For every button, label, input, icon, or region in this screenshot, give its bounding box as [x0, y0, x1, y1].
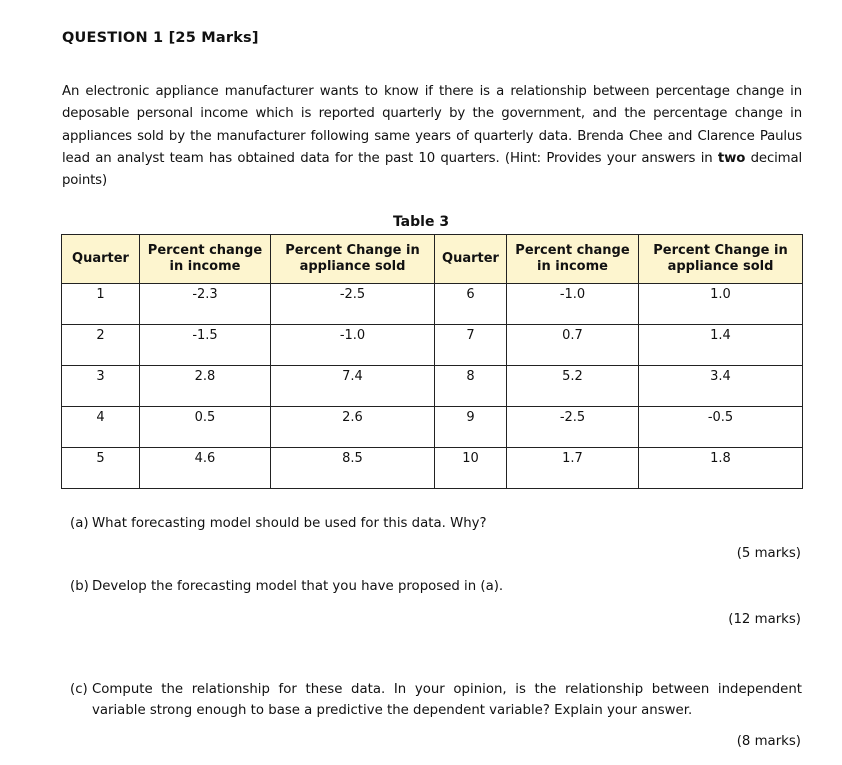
question-a-label: (a) — [70, 516, 89, 531]
table-caption: Table 3 — [392, 214, 450, 230]
table-cell: 1 — [62, 284, 140, 325]
table-cell: 7.4 — [271, 366, 435, 407]
table-cell: 8.5 — [271, 448, 435, 489]
table-cell: 7 — [435, 325, 507, 366]
question-c-marks: (8 marks) — [736, 734, 801, 749]
table-row — [62, 448, 803, 489]
question-a-text: What forecasting model should be used for this data. Why? — [92, 516, 487, 531]
table-cell: -2.5 — [271, 284, 435, 325]
table-cell: 4 — [62, 407, 140, 448]
header-quarter: Quarter — [62, 235, 140, 284]
question-b-marks: (12 marks) — [728, 612, 801, 627]
question-a — [70, 516, 487, 531]
table-cell: 1.4 — [639, 325, 803, 366]
intro-text: An electronic appliance manufacturer wants to know if there is a relationship between percentage change in deposable personal income which is reported quarterly by the government, and the percentage change in appliances sold by the manufacturer following same years of quarterly data. Brenda Chee and Clarence Paulus lead an analyst team has obtained data for the past 10 quarters. (Hint: Provides your answers in — [62, 84, 802, 166]
question-c-text: Compute the relationship for these data. In your opinion, is the relationship between independent variable strong enough to base a predictive the dependent variable? Explain your answer. — [92, 682, 802, 718]
table-cell: -1.0 — [271, 325, 435, 366]
table-cell: 5 — [62, 448, 140, 489]
table-cell: 1.7 — [507, 448, 639, 489]
table-cell: 8 — [435, 366, 507, 407]
table-cell: 4.6 — [140, 448, 271, 489]
intro-bold-word: two — [717, 150, 746, 166]
table-cell: -2.3 — [140, 284, 271, 325]
header-appliance: Percent Change in appliance sold — [639, 235, 803, 284]
table-header-row — [62, 235, 803, 284]
question-a-marks: (5 marks) — [736, 546, 801, 561]
table-cell: 2.8 — [140, 366, 271, 407]
table-cell: 6 — [435, 284, 507, 325]
table-cell: -2.5 — [507, 407, 639, 448]
header-quarter: Quarter — [435, 235, 507, 284]
header-appliance: Percent Change in appliance sold — [271, 235, 435, 284]
table-cell: 1.0 — [639, 284, 803, 325]
table-cell: -1.0 — [507, 284, 639, 325]
question-b-label: (b) — [70, 579, 89, 594]
question-c — [70, 679, 802, 721]
table-row — [62, 284, 803, 325]
table-cell: 5.2 — [507, 366, 639, 407]
table-cell: 1.8 — [639, 448, 803, 489]
question-c-label: (c) — [70, 682, 88, 697]
table-cell: -1.5 — [140, 325, 271, 366]
table-cell: -0.5 — [639, 407, 803, 448]
table-cell: 2.6 — [271, 407, 435, 448]
question-heading: QUESTION 1 [25 Marks] — [62, 30, 259, 46]
header-income: Percent change in income — [140, 235, 271, 284]
table-cell: 3 — [62, 366, 140, 407]
table-row — [62, 407, 803, 448]
table-cell: 2 — [62, 325, 140, 366]
table-cell: 0.5 — [140, 407, 271, 448]
table-cell: 9 — [435, 407, 507, 448]
question-intro — [62, 81, 802, 192]
table-row — [62, 366, 803, 407]
table-cell: 3.4 — [639, 366, 803, 407]
intro-tail: decimal points) — [62, 150, 802, 189]
table-cell: 10 — [435, 448, 507, 489]
question-b — [70, 579, 503, 594]
question-b-text: Develop the forecasting model that you have proposed in (a). — [92, 579, 504, 594]
table-row — [62, 325, 803, 366]
header-income: Percent change in income — [507, 235, 639, 284]
data-table — [61, 234, 803, 489]
table-cell: 0.7 — [507, 325, 639, 366]
